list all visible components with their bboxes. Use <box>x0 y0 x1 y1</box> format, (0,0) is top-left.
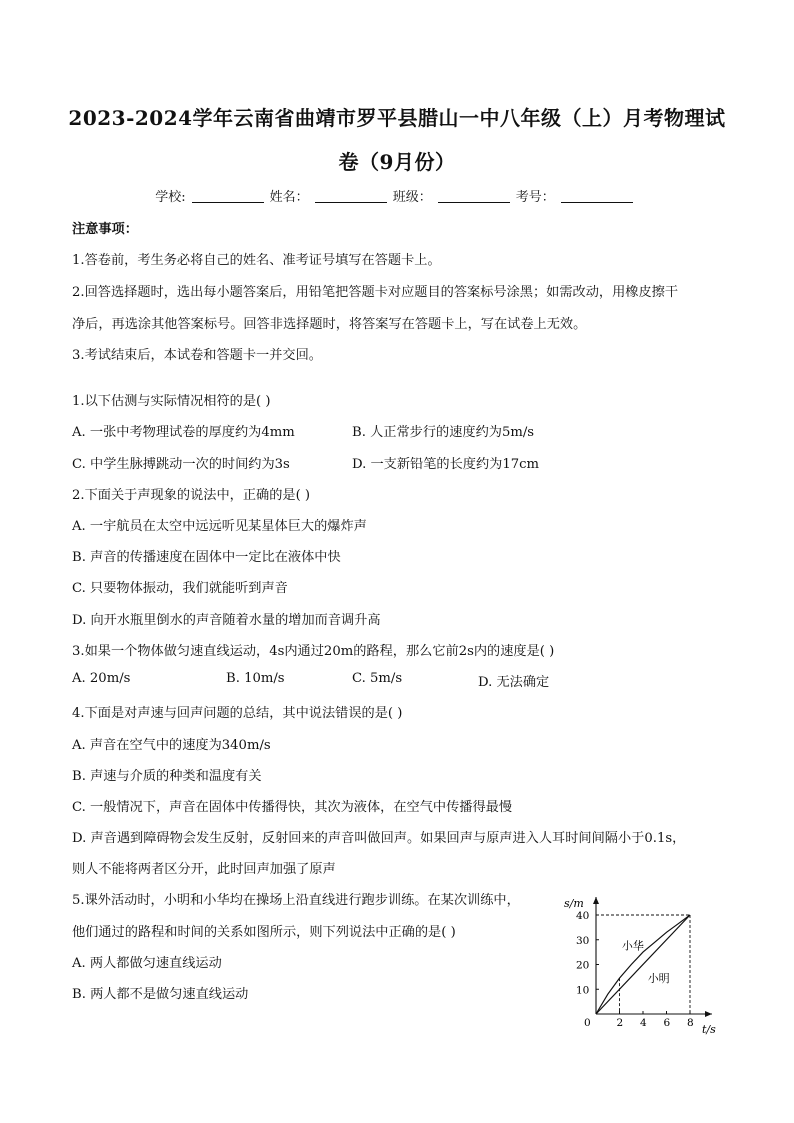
q3-option-d: D. 无法确定 <box>478 675 550 690</box>
q5-option-b: B. 两人都不是做匀速直线运动 <box>72 987 249 1002</box>
q4-option-c: C. 一般情况下，声音在固体中传播得快，其次为液体，在空气中传播得最慢 <box>72 800 513 815</box>
q4-option-a: A. 声音在空气中的速度为340m/s <box>72 738 271 753</box>
s-t-graph-svg <box>556 893 736 1043</box>
q1-option-b: B. 人正常步行的速度约为5m/s <box>352 425 535 440</box>
q3-option-c: C. 5m/s <box>352 671 403 686</box>
q2-option-d: D. 向开水瓶里倒水的声音随着水量的增加而音调升高 <box>72 613 381 628</box>
q4-option-d-cont: 则人不能将两者区分开，此时回声加强了原声 <box>72 862 336 877</box>
number-label: 考号： <box>515 190 555 205</box>
x-tick-label: 2 <box>616 1017 624 1029</box>
series-line-xiaoming <box>596 915 690 1014</box>
name-label: 姓名： <box>269 190 309 205</box>
y-tick-label: 10 <box>576 984 590 997</box>
page-title-continued: 卷（9月份） <box>338 150 456 174</box>
student-info-line <box>0 186 794 205</box>
x-tick-label: 4 <box>640 1017 647 1029</box>
q5-stem: 5.课外活动时，小明和小华均在操场上沿直线进行跑步训练。在某次训练中， <box>72 893 520 908</box>
series-label-xiaohua: 小华 <box>621 939 644 953</box>
q2-stem: 2.下面关于声现象的说法中，正确的是( ) <box>72 488 311 503</box>
page-title: 2023-2024学年云南省曲靖市罗平县腊山一中八年级（上）月考物理试 <box>68 106 726 130</box>
q3-option-a: A. 20m/s <box>72 671 131 686</box>
q1-option-a: A. 一张中考物理试卷的厚度约为4mm <box>72 425 295 440</box>
series-label-xiaoming: 小明 <box>647 971 670 985</box>
x-tick-label: 8 <box>687 1017 694 1029</box>
q4-option-b: B. 声速与介质的种类和温度有关 <box>72 769 262 784</box>
school-field[interactable] <box>192 190 264 203</box>
school-label: 学校: <box>155 190 186 205</box>
y-axis-arrow <box>593 897 599 904</box>
name-field[interactable] <box>315 190 387 203</box>
x-axis-label: t/s <box>702 1023 716 1036</box>
s-t-graph <box>556 893 736 1043</box>
y-tick-label: 30 <box>576 934 590 947</box>
q3-stem: 3.如果一个物体做匀速直线运动，4s内通过20m的路程，那么它前2s内的速度是( ) <box>72 644 555 659</box>
note-1: 1.答卷前，考生务必将自己的姓名、准考证号填写在答题卡上。 <box>72 253 441 268</box>
class-field[interactable] <box>438 190 510 203</box>
note-2: 2.回答选择题时，选出每小题答案后，用铅笔把答题卡对应题目的答案标号涂黑；如需改动，用橡皮擦干 <box>72 285 679 300</box>
y-axis-label: s/m <box>564 897 584 910</box>
class-label: 班级： <box>392 190 432 205</box>
q2-option-c: C. 只要物体振动，我们就能听到声音 <box>72 581 288 596</box>
y-tick-label: 40 <box>576 910 590 922</box>
y-tick-label: 20 <box>576 959 590 972</box>
q1-stem: 1.以下估测与实际情况相符的是( ) <box>72 394 271 409</box>
q4-option-d: D. 声音遇到障碍物会发生反射，反射回来的声音叫做回声。如果回声与原声进入人耳时间间隔小于0.1s， <box>72 831 686 846</box>
notes-heading: 注意事项： <box>72 222 138 237</box>
q5-stem-cont: 他们通过的路程和时间的关系如图所示，则下列说法中正确的是( ) <box>72 925 456 940</box>
note-2-cont: 净后，再选涂其他答案标号。回答非选择题时，将答案写在答题卡上，写在试卷上无效。 <box>72 317 587 332</box>
x-axis-arrow <box>705 1011 712 1017</box>
x-tick-label: 6 <box>663 1017 671 1029</box>
q4-stem: 4.下面是对声速与回声问题的总结，其中说法错误的是( ) <box>72 706 403 721</box>
q1-option-d: D. 一支新铅笔的长度约为17cm <box>352 457 540 472</box>
note-3: 3.考试结束后，本试卷和答题卡一并交回。 <box>72 348 322 363</box>
q5-option-a: A. 两人都做匀速直线运动 <box>72 956 222 971</box>
q1-option-c: C. 中学生脉搏跳动一次的时间约为3s <box>72 457 290 472</box>
q3-option-b: B. 10m/s <box>226 671 285 686</box>
number-field[interactable] <box>561 190 633 203</box>
q2-option-b: B. 声音的传播速度在固体中一定比在液体中快 <box>72 550 341 565</box>
q2-option-a: A. 一宇航员在太空中远远听见某星体巨大的爆炸声 <box>72 519 367 534</box>
x-tick-label: 0 <box>584 1017 591 1029</box>
